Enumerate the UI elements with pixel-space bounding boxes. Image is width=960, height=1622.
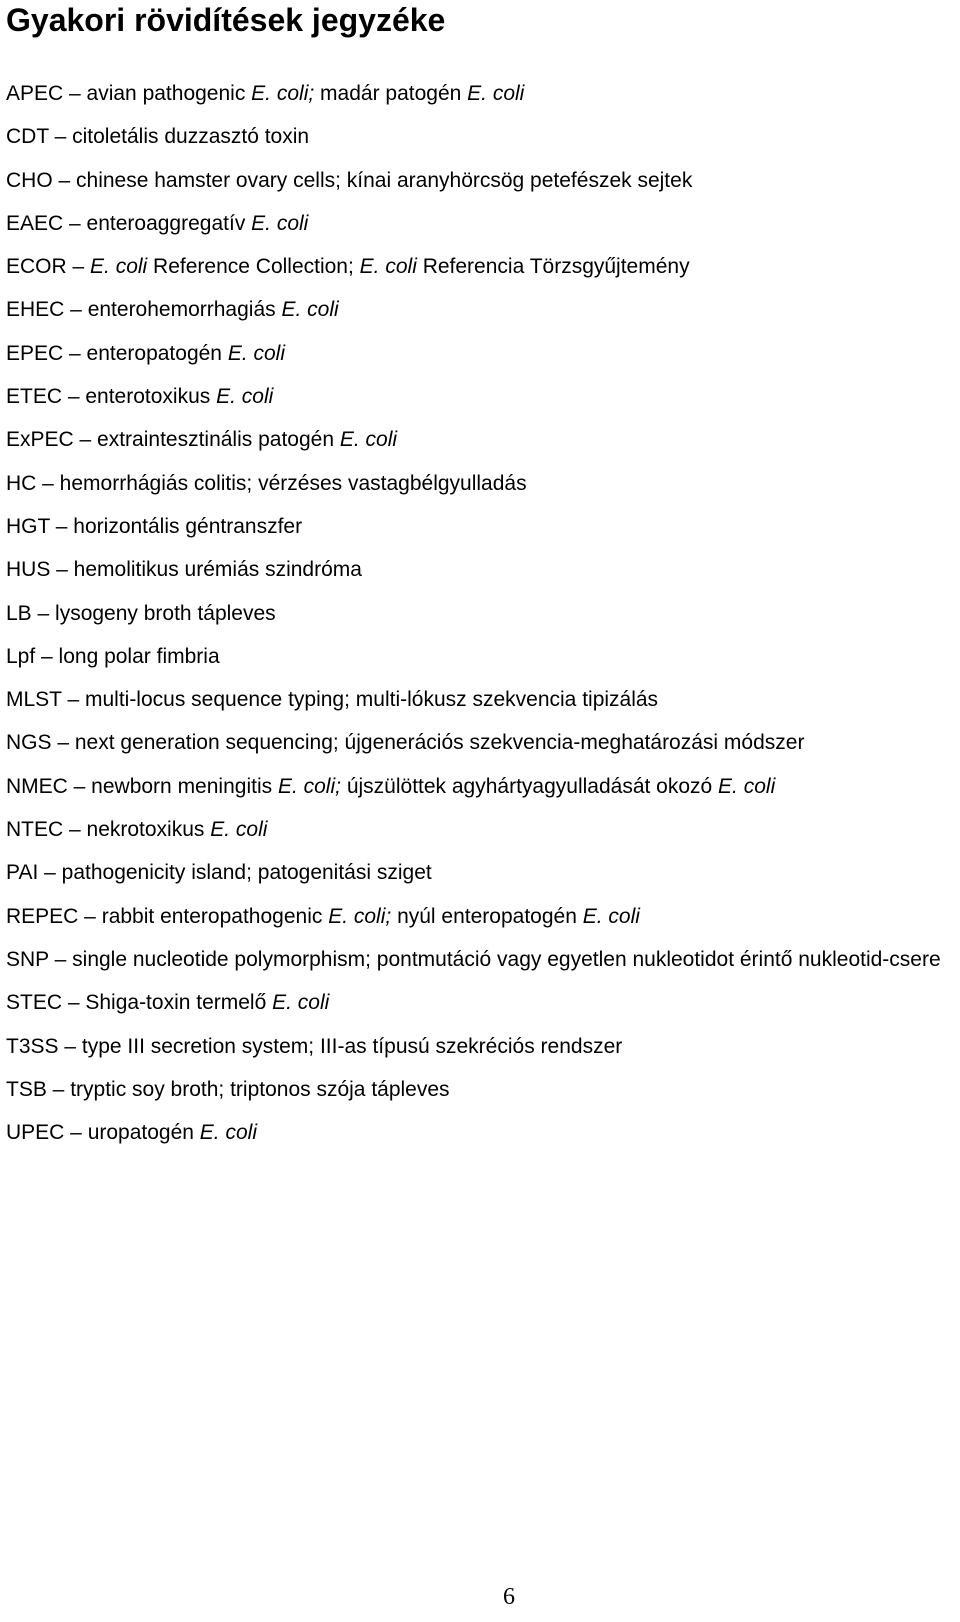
entry-text: EAEC – enteroaggregatív xyxy=(6,211,252,235)
italic-species-name: E. coli; xyxy=(328,904,392,928)
entry-text: PAI – pathogenicity island; patogenitási sziget xyxy=(6,861,432,885)
entry-text: TSB – tryptic soy broth; triptonos szója tápleves xyxy=(6,1077,450,1101)
italic-species-name: E. coli xyxy=(359,255,417,279)
abbreviation-entry xyxy=(6,808,956,851)
abbreviation-entry xyxy=(6,115,956,158)
entry-text: NGS – next generation sequencing; újgenerációs szekvencia-meghatározási módszer xyxy=(6,731,805,755)
entry-text: REPEC – rabbit enteropathogenic xyxy=(6,904,329,928)
abbreviation-entry xyxy=(6,72,956,115)
entry-text: Reference Collection; xyxy=(147,255,360,279)
abbreviation-entry xyxy=(6,418,956,461)
entry-text: CDT – citoletális duzzasztó toxin xyxy=(6,125,310,149)
entry-text: újszülöttek agyhártyagyulladását okozó xyxy=(340,774,719,798)
entry-text: CHO – chinese hamster ovary cells; kínai aranyhörcsög petefészek sejtek xyxy=(6,168,693,192)
abbreviation-entry xyxy=(6,548,956,591)
italic-species-name: E. coli xyxy=(339,428,398,452)
entry-text: Referencia Törzsgyűjtemény xyxy=(416,255,690,279)
page-title: Gyakori rövidítések jegyzéke xyxy=(6,2,446,38)
page-number: 6 xyxy=(503,1584,515,1610)
italic-species-name: E. coli xyxy=(90,255,148,279)
abbreviation-entry xyxy=(6,938,946,981)
abbreviation-entry xyxy=(6,245,956,288)
entry-text: nyúl enteropatogén xyxy=(391,904,583,928)
abbreviation-entry xyxy=(6,895,956,938)
abbreviation-entry xyxy=(6,288,956,331)
abbreviation-entry xyxy=(6,202,956,245)
entry-text: LB – lysogeny broth tápleves xyxy=(6,601,276,625)
abbreviation-list xyxy=(6,72,956,1154)
abbreviation-entry xyxy=(6,635,956,678)
entry-text: STEC – Shiga-toxin termelő xyxy=(6,991,273,1015)
entry-text: MLST – multi-locus sequence typing; multi-lókusz szekvencia tipizálás xyxy=(6,688,659,712)
entry-text: ExPEC – extraintesztinális patogén xyxy=(6,428,340,452)
italic-species-name: E. coli; xyxy=(277,774,341,798)
abbreviation-entry xyxy=(6,159,956,202)
entry-text: SNP – single nucleotide polymorphism; pontmutáció vagy egyetlen nukleotidot érintő nukleotid-csere xyxy=(6,947,941,971)
italic-species-name: E. coli xyxy=(210,818,268,842)
abbreviation-entry xyxy=(6,1111,956,1154)
italic-species-name: E. coli xyxy=(467,82,525,105)
italic-species-name: E. coli xyxy=(281,298,339,322)
entry-text: APEC – avian pathogenic xyxy=(6,82,252,105)
entry-text: HUS – hemolitikus urémiás szindróma xyxy=(6,558,362,582)
entry-text: HGT – horizontális géntranszfer xyxy=(6,514,303,538)
entry-text: EPEC – enteropatogén xyxy=(6,341,228,365)
italic-species-name: E. coli xyxy=(216,385,274,409)
italic-species-name: E. coli; xyxy=(251,82,315,105)
abbreviation-entry xyxy=(6,721,956,764)
abbreviation-entry xyxy=(6,1068,956,1111)
abbreviation-entry xyxy=(6,462,956,505)
abbreviation-entry xyxy=(6,375,956,418)
entry-text: ECOR – xyxy=(6,255,91,279)
italic-species-name: E. coli xyxy=(582,904,640,928)
italic-species-name: E. coli xyxy=(199,1121,257,1145)
abbreviation-entry xyxy=(6,592,956,635)
entry-text: UPEC – uropatogén xyxy=(6,1121,200,1145)
abbreviation-entry xyxy=(6,1025,956,1068)
italic-species-name: E. coli xyxy=(251,211,309,235)
italic-species-name: E. coli xyxy=(272,991,330,1015)
entry-text: ETEC – enterotoxikus xyxy=(6,385,217,409)
entry-text: HC – hemorrhágiás colitis; vérzéses vastagbélgyulladás xyxy=(6,471,527,495)
abbreviation-entry xyxy=(6,678,956,721)
abbreviation-entry xyxy=(6,505,956,548)
entry-text: Lpf – long polar fimbria xyxy=(6,644,220,668)
italic-species-name: E. coli xyxy=(718,774,776,798)
entry-text: NMEC – newborn meningitis xyxy=(6,774,278,798)
entry-text: NTEC – nekrotoxikus xyxy=(6,818,211,842)
abbreviation-entry xyxy=(6,981,956,1024)
abbreviation-entry xyxy=(6,332,956,375)
italic-species-name: E. coli xyxy=(227,341,286,365)
entry-text: T3SS – type III secretion system; III-as típusú szekréciós rendszer xyxy=(6,1034,623,1058)
abbreviation-entry xyxy=(6,765,956,808)
abbreviation-entry xyxy=(6,851,956,894)
entry-text: madár patogén xyxy=(314,82,468,105)
entry-text: EHEC – enterohemorrhagiás xyxy=(6,298,282,322)
